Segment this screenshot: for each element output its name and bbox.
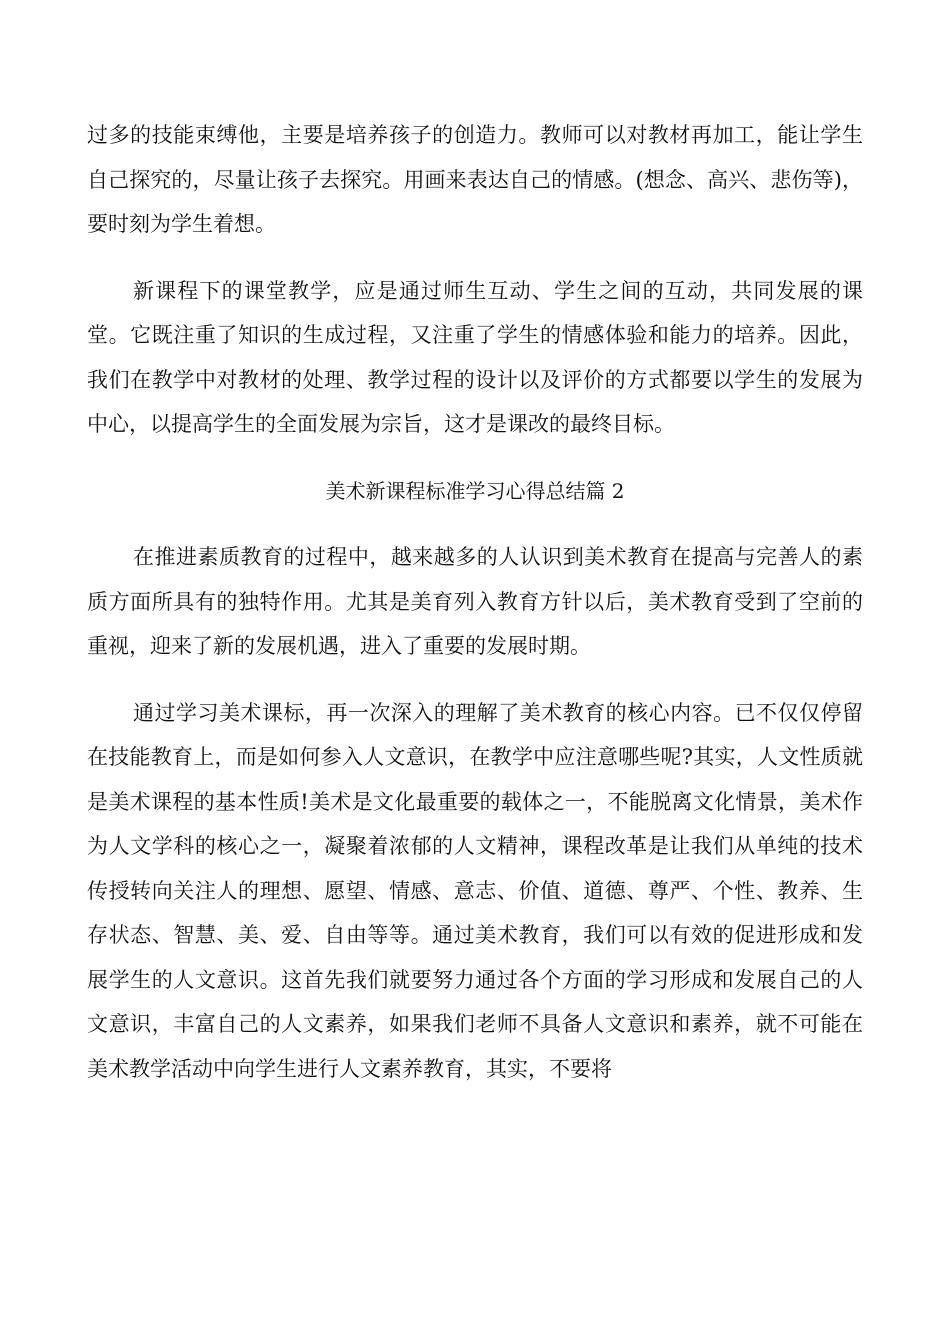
section-heading: 美术新课程标准学习心得总结篇 2	[325, 478, 625, 503]
paragraph-1: 过多的技能束缚他，主要是培养孩子的创造力。教师可以对教材再加工，能让学生自己探究的，尽量让孩子去探究。用画来表达自己的情感。(想念、高兴、悲伤等)，要时刻为学生着想。	[87, 123, 863, 236]
paragraph-4: 通过学习美术课标，再一次深入的理解了美术教育的核心内容。已不仅仅停留在技能教育上，而是如何参入人文意识，在教学中应注意哪些呢?其实，人文性质就是美术课程的基本性质!美术是文化最重要的载体之一，不能脱离文化情景，美术作为人文学科的核心之一，凝聚着浓郁的人文精神，课程改革是让我们从单纯的技术传授转向关注人的理想、愿望、情感、意志、价值、道德、尊严、个性、教养、生存状态、智慧、美、爱、自由等等。通过美术教育，我们可以有效的促进形成和发展学生的人文意识。这首先我们就要努力通过各个方面的学习形成和发展自己的人文意识，丰富自己的人文素养，如果我们老师不具备人文意识和素养，就不可能在美术教学活动中向学生进行人文素养教育，其实，不要将	[87, 700, 863, 1081]
paragraph-2: 新课程下的课堂教学，应是通过师生互动、学生之间的互动，共同发展的课堂。它既注重了知识的生成过程，又注重了学生的情感体验和能力的培养。因此，我们在教学中对教材的处理、教学过程的设计以及评价的方式都要以学生的发展为中心，以提高学生的全面发展为宗旨，这才是课改的最终目标。	[87, 278, 863, 436]
paragraph-3: 在推进素质教育的过程中，越来越多的人认识到美术教育在提高与完善人的素质方面所具有的独特作用。尤其是美育列入教育方针以后，美术教育受到了空前的重视，迎来了新的发展机遇，进入了重要的发展时期。	[87, 545, 863, 658]
document-body	[87, 113, 863, 1113]
